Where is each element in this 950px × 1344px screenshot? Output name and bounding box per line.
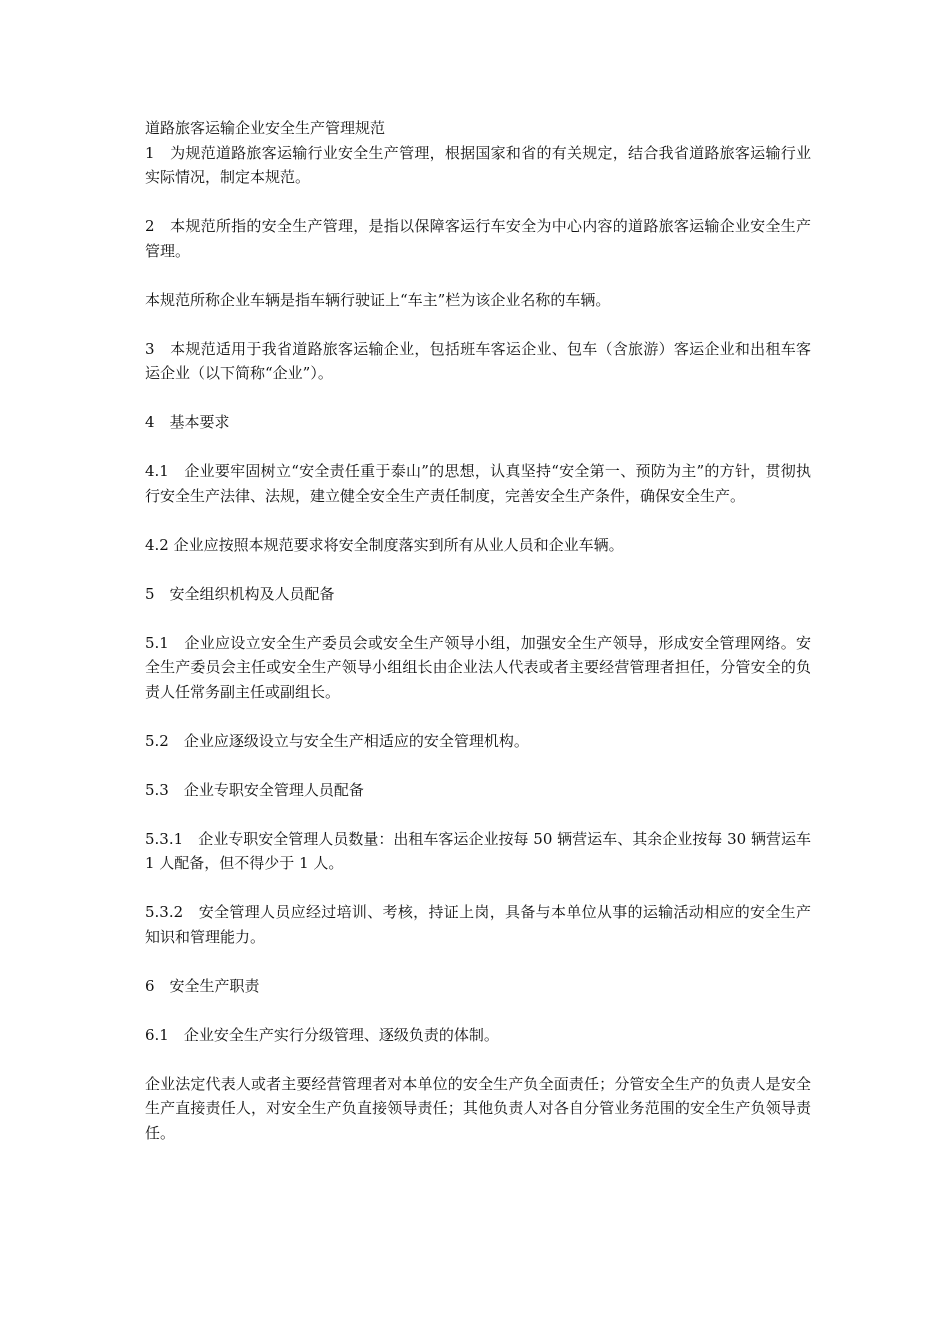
paragraph-2: 2 本规范所指的安全生产管理，是指以保障客运行车安全为中心内容的道路旅客运输企业安全生产管理。 bbox=[145, 217, 811, 260]
paragraph-6-1: 6.1 企业安全生产实行分级管理、逐级负责的体制。 bbox=[145, 1025, 499, 1044]
paragraph-5-1: 5.1 企业应设立安全生产委员会或安全生产领导小组，加强安全生产领导，形成安全管理网络。安全生产委员会主任或安全生产领导小组组长由企业法人代表或者主要经营管理者担任，分管安全的负责人任常务副主任或副组长。 bbox=[145, 633, 811, 701]
document-title: 道路旅客运输企业安全生产管理规范 bbox=[145, 119, 386, 137]
paragraph-vehicle-definition: 本规范所称企业车辆是指车辆行驶证上“车主”栏为该企业名称的车辆。 bbox=[145, 290, 611, 309]
paragraph-5-3-1: 5.3.1 企业专职安全管理人员数量：出租车客运企业按每 50 辆营运车、其余企业按每 30 辆营运车 1 人配备，但不得少于 1 人。 bbox=[145, 829, 816, 872]
section-heading-4: 4 基本要求 bbox=[145, 413, 230, 431]
document-page bbox=[145, 116, 816, 1170]
paragraph-4-2: 4.2 企业应按照本规范要求将安全制度落实到所有从业人员和企业车辆。 bbox=[145, 535, 624, 554]
section-heading-5: 5 安全组织机构及人员配备 bbox=[145, 584, 335, 603]
paragraph-3: 3 本规范适用于我省道路旅客运输企业，包括班车客运企业、包车（含旅游）客运企业和出租车客运企业（以下简称“企业”）。 bbox=[145, 339, 811, 382]
paragraph-responsibility: 企业法定代表人或者主要经营管理者对本单位的安全生产负全面责任；分管安全生产的负责人是安全生产直接责任人，对安全生产负直接领导责任；其他负责人对各自分管业务范围的安全生产负领导责任。 bbox=[145, 1074, 811, 1142]
paragraph-1: 1 为规范道路旅客运输行业安全生产管理，根据国家和省的有关规定，结合我省道路旅客运输行业实际情况，制定本规范。 bbox=[145, 143, 811, 186]
section-heading-6: 6 安全生产职责 bbox=[145, 976, 260, 995]
paragraph-5-3: 5.3 企业专职安全管理人员配备 bbox=[145, 780, 364, 799]
paragraph-4-1: 4.1 企业要牢固树立“安全责任重于泰山”的思想，认真坚持“安全第一、预防为主”的方针，贯彻执行安全生产法律、法规，建立健全安全生产责任制度，完善安全生产条件，确保安全生产。 bbox=[145, 462, 811, 505]
paragraph-5-2: 5.2 企业应逐级设立与安全生产相适应的安全管理机构。 bbox=[145, 731, 529, 750]
paragraph-5-3-2: 5.3.2 安全管理人员应经过培训、考核，持证上岗，具备与本单位从事的运输活动相应的安全生产知识和管理能力。 bbox=[145, 903, 811, 946]
